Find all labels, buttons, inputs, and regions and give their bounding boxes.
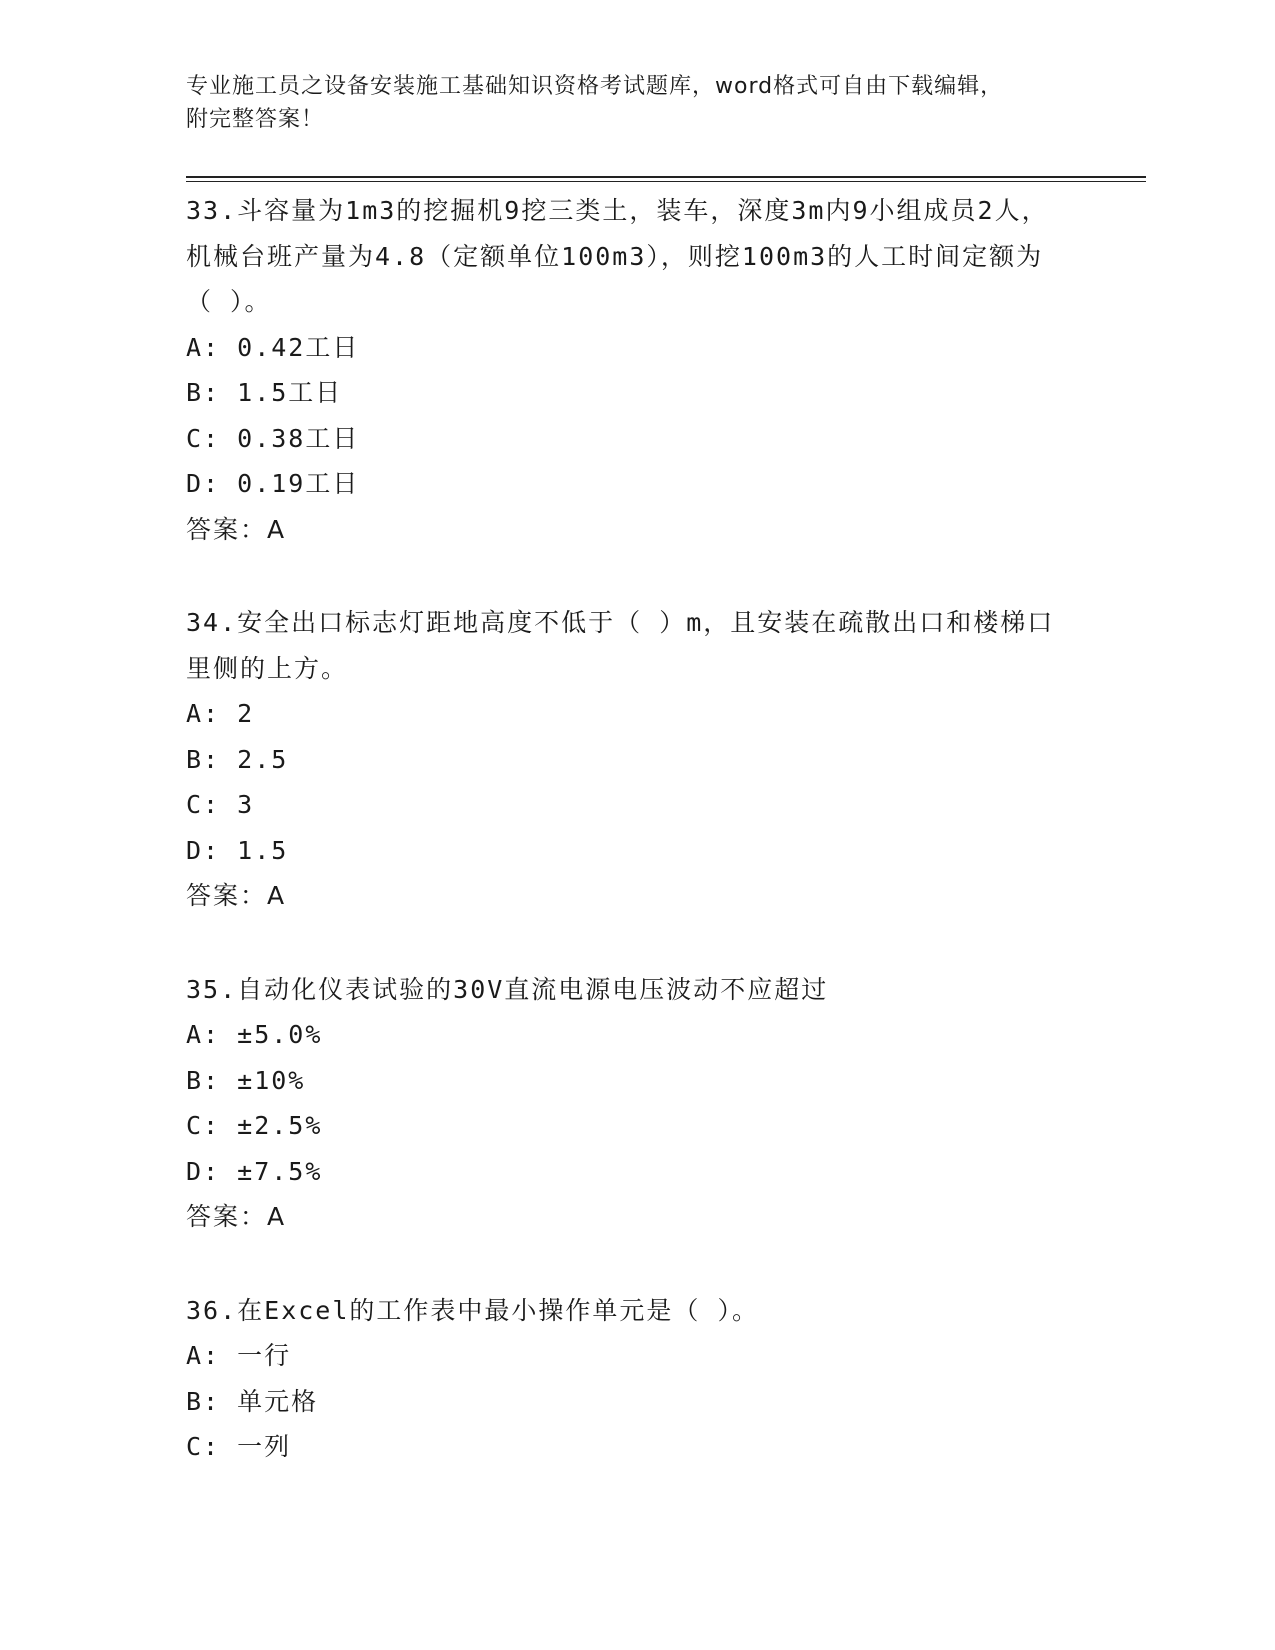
answer-line: 答案：A (186, 881, 287, 910)
question-stem: 36.在Excel的工作表中最小操作单元是（ ）。 (186, 1295, 759, 1325)
question-34 (186, 600, 1146, 919)
header-line-2: 附完整答案！ (186, 107, 325, 132)
option-a: A: 一行 (186, 1341, 292, 1370)
question-33 (186, 188, 1146, 552)
question-stem: 33.斗容量为1m3的挖掘机9挖三类土，装车，深度3m内9小组成员2人，机械台班产量为4.8（定额单位100m3），则挖100m3的人工时间定额为（ ）。 (186, 196, 1049, 316)
option-c: C: 3 (186, 790, 255, 819)
option-c: C: 0.38工日 (186, 423, 360, 453)
option-a: A: 2 (186, 699, 255, 728)
question-list (186, 188, 1146, 1518)
option-d: D: 0.19工日 (186, 469, 360, 498)
option-b: B: ±10% (186, 1065, 306, 1095)
header-line-1: 专业施工员之设备安装施工基础知识资格考试题库，word格式可自由下载编辑， (186, 74, 1004, 99)
answer-line: 答案：A (186, 1202, 287, 1231)
header-divider (186, 176, 1146, 182)
answer-line: 答案：A (186, 514, 287, 544)
option-a: A: ±5.0% (186, 1020, 323, 1049)
question-stem: 34.安全出口标志灯距地高度不低于（ ）m，且安装在疏散出口和楼梯口里侧的上方。 (186, 608, 1055, 683)
option-b: B: 单元格 (186, 1386, 319, 1416)
document-header (186, 70, 1146, 170)
question-35 (186, 967, 1146, 1240)
question-36 (186, 1288, 1146, 1470)
option-d: D: 1.5 (186, 835, 289, 865)
question-stem: 35.自动化仪表试验的30V直流电源电压波动不应超过 (186, 974, 829, 1004)
option-d: D: ±7.5% (186, 1156, 323, 1186)
option-b: B: 1.5工日 (186, 378, 343, 407)
option-a: A: 0.42工日 (186, 332, 360, 362)
option-c: C: ±2.5% (186, 1111, 323, 1140)
document-page (186, 70, 1146, 1461)
option-c: C: 一列 (186, 1432, 292, 1461)
option-b: B: 2.5 (186, 744, 289, 774)
